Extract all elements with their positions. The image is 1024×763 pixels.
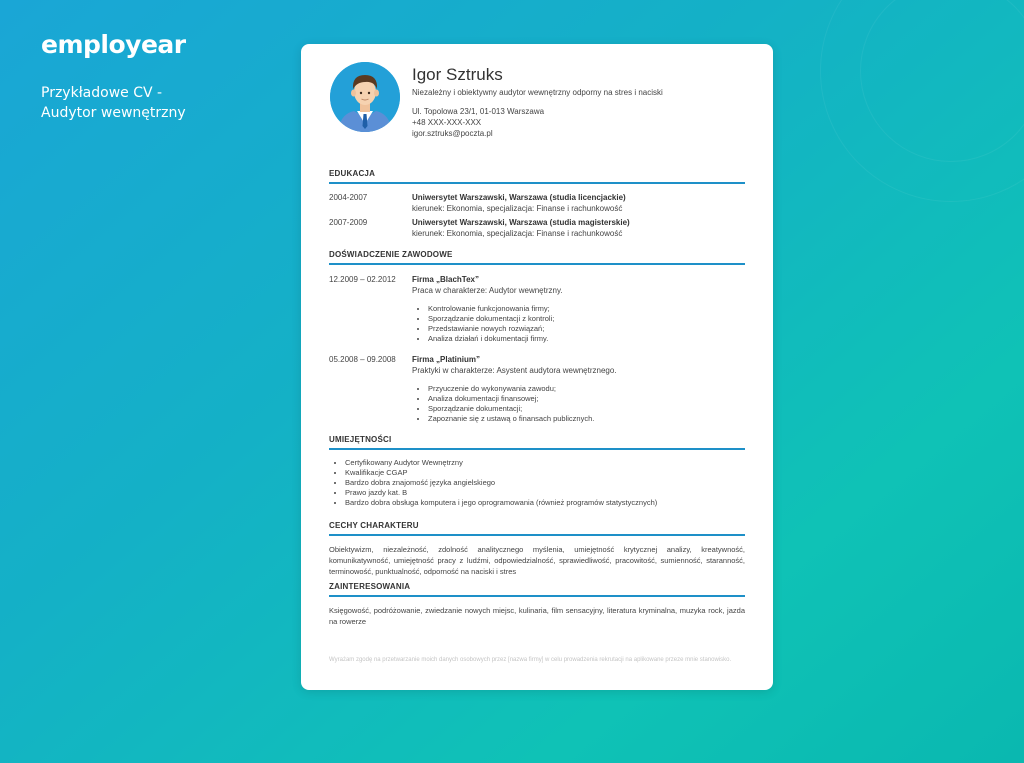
list-item: • Zapoznanie się z ustawą o finansach publicznych. [428,414,745,424]
candidate-headline: Niezależny i obiektywny audytor wewnętrzny odporny na stres i naciski [412,88,663,97]
entry-company: Firma „BlachTex” [412,275,479,284]
list-item: • Przyuczenie do wykonywania zawodu; [428,384,745,394]
page-subtitle-line2: Audytor wewnętrzny [41,105,186,121]
section-title-traits: CECHY CHARAKTERU [329,521,745,536]
entry-company: Firma „Platinium” [412,355,481,364]
list-item: • Analiza działań i dokumentacji firmy. [428,334,745,344]
entry-date: 12.2009 – 02.2012 [329,275,396,284]
interests-text: Księgowość, podróżowanie, zwiedzanie nowych miejsc, kulinaria, film sensacyjny, literatura kryminalna, muzyka rock, jazda na rowerze [329,606,745,626]
list-item: • Certyfikowany Audytor Wewnętrzny [345,458,745,468]
entry-date: 2007-2009 [329,218,368,227]
section-title-education: EDUKACJA [329,169,745,184]
section-title-experience: DOŚWIADCZENIE ZAWODOWE [329,250,745,265]
list-item: • Bardzo dobra znajomość języka angielskiego [345,478,745,488]
skills-section [329,435,745,508]
entry-institution: Uniwersytet Warszawski, Warszawa (studia magisterskie) [412,218,630,227]
entry-detail: kierunek: Ekonomia, specjalizacja: Finanse i rachunkowość [412,229,623,238]
contact-email: igor.sztruks@poczta.pl [412,129,493,138]
profile-photo [330,62,400,132]
entry-role: Praktyki w charakterze: Asystent audytora wewnętrznego. [412,366,617,375]
list-item: • Sporządzanie dokumentacji; [428,404,745,414]
contact-info [412,106,544,139]
employear-logo: employear [41,30,186,59]
interests-section [329,582,745,627]
experience-section [329,250,745,424]
entry-detail: kierunek: Ekonomia, specjalizacja: Finanse i rachunkowość [412,204,623,213]
entry-role: Praca w charakterze: Audytor wewnętrzny. [412,286,563,295]
list-item: • Kontrolowanie funkcjonowania firmy; [428,304,745,314]
duties-list [412,384,745,424]
duties-list [412,304,745,344]
contact-address: Ul. Topolowa 23/1, 01-013 Warszawa [412,107,545,116]
entry-date: 2004-2007 [329,193,368,202]
page-subtitle-line1: Przykładowe CV - [41,85,163,101]
contact-phone: +48 XXX-XXX-XXX [412,118,482,127]
list-item: • Przedstawianie nowych rozwiązań; [428,324,745,334]
education-section [329,169,745,239]
entry-date: 05.2008 – 09.2008 [329,355,396,364]
education-entry [329,192,745,214]
list-item: • Prawo jazdy kat. B [345,488,745,498]
experience-entry [329,354,745,424]
page-subtitle [41,83,261,123]
gdpr-consent-note: Wyrażam zgodę na przetwarzanie moich danych osobowych przez [nazwa firmy] w celu prowadzenia rekrutacji na aplikowane przeze mnie stanowisko. [329,657,732,663]
section-title-interests: ZAINTERESOWANIA [329,582,745,597]
traits-text: Obiektywizm, niezależność, zdolność analitycznego myślenia, umiejętność krytycznej analizy, kreatywność, komunikatywność, umiejętność pracy z ludźmi, odpowiedzialność, sprawiedliwość, pracowitość, sumienność, staranność, terminowość, punktualność, odporność na naciski i stres [329,545,745,576]
traits-section [329,521,745,577]
list-item: • Analiza dokumentacji finansowej; [428,394,745,404]
candidate-name: Igor Sztruks [412,65,503,84]
education-entry [329,217,745,239]
skills-list [329,458,745,508]
entry-institution: Uniwersytet Warszawski, Warszawa (studia licencjackie) [412,193,626,202]
avatar-illustration [330,62,400,132]
list-item: • Kwalifikacje CGAP [345,468,745,478]
experience-entry [329,274,745,344]
list-item: • Bardzo dobra obsługa komputera i jego oprogramowania (również programów statystycznych) [345,498,745,508]
cv-document [301,44,773,690]
section-title-skills: UMIEJĘTNOŚCI [329,435,745,450]
list-item: • Sporządzanie dokumentacji z kontroli; [428,314,745,324]
